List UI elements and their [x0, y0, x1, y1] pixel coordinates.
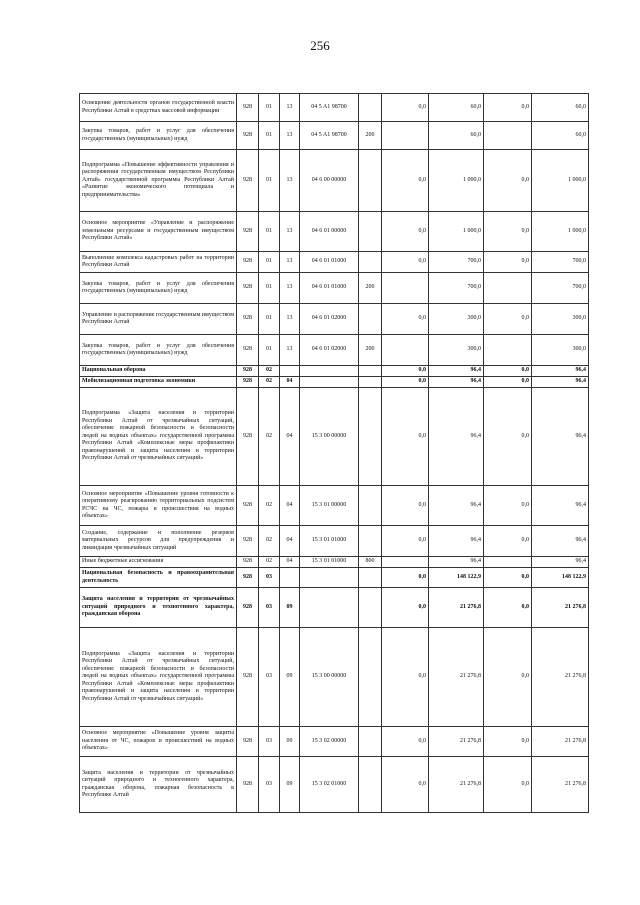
cell-pr: 04 [280, 526, 300, 557]
cell-amount-4: 96,4 [532, 526, 589, 557]
cell-amount-4: 21 276,8 [532, 727, 589, 757]
cell-rz: 02 [259, 486, 280, 526]
table-row [80, 388, 589, 486]
table-row [80, 377, 589, 388]
cell-ved: 928 [237, 366, 259, 377]
cell-ved: 928 [237, 273, 259, 304]
cell-csr: 04 5 A1 98700 [300, 94, 359, 122]
cell-amount-1: 0,0 [382, 486, 429, 526]
cell-amount-2: 21 276,8 [429, 727, 484, 757]
cell-vr: 200 [359, 273, 382, 304]
table-row [80, 252, 589, 273]
cell-amount-4: 21 276,8 [532, 588, 589, 628]
cell-amount-4: 21 276,8 [532, 628, 589, 727]
cell-pr: 13 [280, 122, 300, 150]
cell-ved: 928 [237, 377, 259, 388]
cell-vr [359, 757, 382, 813]
table-row [80, 486, 589, 526]
cell-pr: 13 [280, 304, 300, 335]
cell-rz: 03 [259, 588, 280, 628]
cell-amount-4: 96,4 [532, 377, 589, 388]
cell-csr: 15 3 02 01000 [300, 757, 359, 813]
cell-amount-1: 0,0 [382, 377, 429, 388]
cell-rz: 01 [259, 335, 280, 366]
table-row [80, 94, 589, 122]
cell-vr [359, 486, 382, 526]
cell-amount-1 [382, 557, 429, 568]
cell-pr: 09 [280, 757, 300, 813]
cell-rz: 02 [259, 366, 280, 377]
cell-csr [300, 588, 359, 628]
cell-pr: 04 [280, 377, 300, 388]
cell-pr: 13 [280, 94, 300, 122]
cell-amount-1: 0,0 [382, 628, 429, 727]
cell-amount-3: 0,0 [484, 388, 532, 486]
cell-amount-1: 0,0 [382, 366, 429, 377]
cell-pr: 04 [280, 557, 300, 568]
cell-amount-2: 1 000,0 [429, 150, 484, 212]
cell-vr [359, 377, 382, 388]
table-row [80, 588, 589, 628]
cell-amount-3: 0,0 [484, 366, 532, 377]
cell-vr [359, 304, 382, 335]
cell-ved: 928 [237, 628, 259, 727]
cell-amount-4: 60,0 [532, 122, 589, 150]
cell-amount-3: 0,0 [484, 94, 532, 122]
cell-pr: 04 [280, 486, 300, 526]
cell-vr [359, 568, 382, 588]
cell-amount-4: 96,4 [532, 366, 589, 377]
cell-amount-3 [484, 557, 532, 568]
table-row [80, 557, 589, 568]
cell-amount-1 [382, 273, 429, 304]
cell-name: Защита населения и территории от чрезвычайных ситуаций природного и техногенного характера, гражданская оборона [80, 588, 237, 628]
cell-amount-4: 60,0 [532, 94, 589, 122]
cell-pr: 13 [280, 212, 300, 252]
cell-amount-3: 0,0 [484, 628, 532, 727]
cell-amount-1: 0,0 [382, 568, 429, 588]
cell-csr: 04 6 01 00000 [300, 212, 359, 252]
cell-name: Закупка товаров, работ и услуг для обеспечения государственных (муниципальных) нужд [80, 122, 237, 150]
cell-amount-2: 96,4 [429, 526, 484, 557]
cell-rz: 01 [259, 122, 280, 150]
table-row [80, 366, 589, 377]
cell-amount-4: 21 276,8 [532, 757, 589, 813]
cell-ved: 928 [237, 727, 259, 757]
cell-csr: 04 6 01 02000 [300, 304, 359, 335]
cell-pr: 13 [280, 335, 300, 366]
cell-amount-1: 0,0 [382, 727, 429, 757]
cell-pr: 13 [280, 252, 300, 273]
cell-csr: 04 6 00 00000 [300, 150, 359, 212]
table-row [80, 568, 589, 588]
cell-amount-1: 0,0 [382, 757, 429, 813]
cell-vr: 800 [359, 557, 382, 568]
cell-vr [359, 366, 382, 377]
cell-amount-3: 0,0 [484, 304, 532, 335]
cell-amount-2: 60,0 [429, 122, 484, 150]
cell-ved: 928 [237, 526, 259, 557]
cell-amount-4: 96,4 [532, 388, 589, 486]
cell-amount-2: 96,4 [429, 366, 484, 377]
cell-name: Создание, содержание и пополнение резервов материальных ресурсов для предупреждения и ликвидации чрезвычайных ситуаций [80, 526, 237, 557]
cell-amount-2: 300,0 [429, 304, 484, 335]
cell-vr [359, 727, 382, 757]
cell-amount-4: 148 122,9 [532, 568, 589, 588]
cell-amount-4: 1 000,0 [532, 150, 589, 212]
cell-vr [359, 94, 382, 122]
cell-name: Подпрограмма «Защита населения и территории Республики Алтай от чрезвычайных ситуаций, обеспечение пожарной безопасности и безопасности людей на водных объектах» государственной программы Республики Алтай «Комплексные меры профилактики правонарушений и защита населения и территории Республики Алтай от чрезвычайных ситуаций» [80, 628, 237, 727]
cell-amount-2: 21 276,8 [429, 628, 484, 727]
cell-amount-2: 148 122,9 [429, 568, 484, 588]
cell-rz: 01 [259, 94, 280, 122]
cell-amount-2: 700,0 [429, 252, 484, 273]
cell-amount-3: 0,0 [484, 212, 532, 252]
cell-name: Закупка товаров, работ и услуг для обеспечения государственных (муниципальных) нужд [80, 273, 237, 304]
cell-ved: 928 [237, 557, 259, 568]
cell-name: Подпрограмма «Повышение эффективности управления и распоряжения государственным имуществом Республики Алтай» государственной программы Республики Алтай «Развитие экономического потенциала и предпринимательства» [80, 150, 237, 212]
cell-pr [280, 366, 300, 377]
cell-name: Закупка товаров, работ и услуг для обеспечения государственных (муниципальных) нужд [80, 335, 237, 366]
cell-amount-4: 96,4 [532, 486, 589, 526]
cell-ved: 928 [237, 568, 259, 588]
cell-amount-4: 96,4 [532, 557, 589, 568]
cell-name: Мобилизационная подготовка экономики [80, 377, 237, 388]
cell-name: Основное мероприятие «Повышение уровня защиты населения от ЧС, пожаров и происшествий на водных объектах» [80, 727, 237, 757]
cell-rz: 01 [259, 304, 280, 335]
cell-amount-1: 0,0 [382, 526, 429, 557]
cell-amount-4: 300,0 [532, 335, 589, 366]
cell-amount-3: 0,0 [484, 588, 532, 628]
cell-vr [359, 526, 382, 557]
cell-amount-2: 96,4 [429, 377, 484, 388]
cell-ved: 928 [237, 388, 259, 486]
cell-amount-1: 0,0 [382, 150, 429, 212]
budget-table [79, 93, 589, 813]
cell-rz: 02 [259, 557, 280, 568]
cell-amount-3: 0,0 [484, 252, 532, 273]
cell-name: Основное мероприятие «Повышение уровня готовности к оперативному реагированию территориальных подсистем РСЧС на ЧС, пожары и происшествия на водных объектах» [80, 486, 237, 526]
cell-amount-3 [484, 122, 532, 150]
cell-name: Национальная безопасность и правоохранительная деятельность [80, 568, 237, 588]
table-body [80, 94, 589, 813]
cell-csr: 15 3 01 01000 [300, 526, 359, 557]
cell-ved: 928 [237, 212, 259, 252]
cell-pr: 09 [280, 727, 300, 757]
table-row [80, 757, 589, 813]
cell-csr: 04 5 A1 98700 [300, 122, 359, 150]
cell-rz: 01 [259, 212, 280, 252]
cell-amount-1: 0,0 [382, 388, 429, 486]
cell-vr [359, 388, 382, 486]
cell-csr: 04 6 01 02000 [300, 335, 359, 366]
cell-rz: 01 [259, 150, 280, 212]
cell-amount-2: 96,4 [429, 388, 484, 486]
cell-csr [300, 568, 359, 588]
cell-amount-1: 0,0 [382, 94, 429, 122]
cell-rz: 02 [259, 526, 280, 557]
table-row [80, 273, 589, 304]
cell-rz: 01 [259, 273, 280, 304]
cell-csr [300, 366, 359, 377]
cell-ved: 928 [237, 757, 259, 813]
cell-rz: 03 [259, 757, 280, 813]
cell-amount-1: 0,0 [382, 252, 429, 273]
page-number: 256 [310, 38, 330, 53]
table-row [80, 150, 589, 212]
table-row [80, 727, 589, 757]
cell-amount-2: 21 276,8 [429, 588, 484, 628]
cell-amount-3: 0,0 [484, 377, 532, 388]
cell-ved: 928 [237, 150, 259, 212]
cell-pr: 13 [280, 273, 300, 304]
cell-amount-4: 300,0 [532, 304, 589, 335]
cell-amount-1: 0,0 [382, 212, 429, 252]
cell-ved: 928 [237, 122, 259, 150]
cell-csr: 15 3 01 00000 [300, 486, 359, 526]
cell-rz: 02 [259, 377, 280, 388]
cell-vr: 200 [359, 335, 382, 366]
cell-rz: 03 [259, 628, 280, 727]
cell-amount-4: 1 000,0 [532, 212, 589, 252]
cell-vr [359, 252, 382, 273]
cell-name: Подпрограмма «Защита населения и территории Республики Алтай от чрезвычайных ситуаций, обеспечение пожарной безопасности и безопасности людей на водных объектах» государственной программы Республики Алтай «Комплексные меры профилактики правонарушений и защита населения и территории Республики Алтай от чрезвычайных ситуаций» [80, 388, 237, 486]
cell-csr: 04 6 01 01000 [300, 252, 359, 273]
cell-rz: 03 [259, 568, 280, 588]
cell-pr: 09 [280, 588, 300, 628]
cell-vr: 200 [359, 122, 382, 150]
cell-rz: 02 [259, 388, 280, 486]
cell-amount-3: 0,0 [484, 568, 532, 588]
cell-ved: 928 [237, 252, 259, 273]
cell-ved: 928 [237, 335, 259, 366]
cell-name: Управление и распоряжение государственным имуществом Республики Алтай [80, 304, 237, 335]
cell-pr: 04 [280, 388, 300, 486]
table-row [80, 304, 589, 335]
table-row [80, 335, 589, 366]
cell-vr [359, 212, 382, 252]
cell-amount-3: 0,0 [484, 727, 532, 757]
cell-amount-1: 0,0 [382, 588, 429, 628]
cell-vr [359, 588, 382, 628]
cell-ved: 928 [237, 94, 259, 122]
cell-amount-3: 0,0 [484, 526, 532, 557]
cell-csr: 04 6 01 01000 [300, 273, 359, 304]
cell-amount-1: 0,0 [382, 304, 429, 335]
cell-vr [359, 628, 382, 727]
cell-csr: 15 3 00 00000 [300, 388, 359, 486]
cell-amount-2: 1 000,0 [429, 212, 484, 252]
cell-amount-2: 700,0 [429, 273, 484, 304]
cell-name: Выполнение комплекса кадастровых работ на территории Республики Алтай [80, 252, 237, 273]
table-row [80, 628, 589, 727]
cell-ved: 928 [237, 486, 259, 526]
cell-rz: 03 [259, 727, 280, 757]
cell-name: Иные бюджетные ассигнования [80, 557, 237, 568]
table-row [80, 122, 589, 150]
cell-amount-2: 300,0 [429, 335, 484, 366]
cell-csr: 15 3 01 01000 [300, 557, 359, 568]
cell-amount-1 [382, 122, 429, 150]
cell-name: Освещение деятельности органов государственной власти Республики Алтай в средствах массовой информации [80, 94, 237, 122]
cell-amount-3 [484, 273, 532, 304]
cell-amount-3: 0,0 [484, 150, 532, 212]
cell-csr: 15 3 02 00000 [300, 727, 359, 757]
cell-amount-4: 700,0 [532, 252, 589, 273]
cell-ved: 928 [237, 304, 259, 335]
cell-rz: 01 [259, 252, 280, 273]
cell-vr [359, 150, 382, 212]
cell-pr: 09 [280, 628, 300, 727]
cell-name: Защита населения и территории от чрезвычайных ситуаций природного и техногенного характера, гражданская оборона, пожарная безопасность в Республике Алтай [80, 757, 237, 813]
cell-csr: 15 3 00 00000 [300, 628, 359, 727]
cell-amount-3: 0,0 [484, 757, 532, 813]
cell-amount-1 [382, 335, 429, 366]
cell-amount-3 [484, 335, 532, 366]
cell-amount-2: 96,4 [429, 486, 484, 526]
cell-pr: 13 [280, 150, 300, 212]
table-row [80, 526, 589, 557]
cell-amount-2: 21 276,8 [429, 757, 484, 813]
cell-amount-3: 0,0 [484, 486, 532, 526]
cell-amount-4: 700,0 [532, 273, 589, 304]
cell-name: Основное мероприятие «Управление и распоряжение земельными ресурсами и государственным имуществом Республики Алтай» [80, 212, 237, 252]
cell-amount-2: 96,4 [429, 557, 484, 568]
cell-ved: 928 [237, 588, 259, 628]
cell-name: Национальная оборона [80, 366, 237, 377]
cell-amount-2: 60,0 [429, 94, 484, 122]
cell-pr [280, 568, 300, 588]
table-row [80, 212, 589, 252]
cell-csr [300, 377, 359, 388]
